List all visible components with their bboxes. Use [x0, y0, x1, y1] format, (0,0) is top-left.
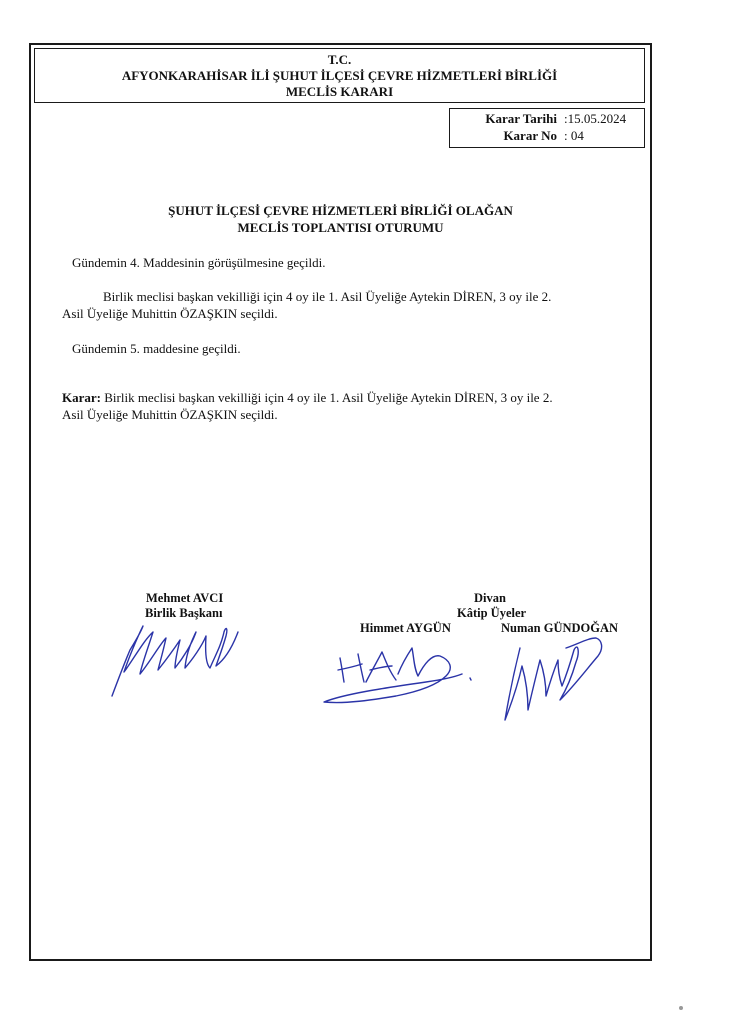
agenda-item-4: Gündemin 4. Maddesinin görüşülmesine geçildi. [72, 255, 326, 270]
decision-text-line1: Birlik meclisi başkan vekilliği için 4 oy ile 1. Asil Üyeliğe Aytekin DİREN, 3 oy ile 2. [104, 390, 553, 405]
decision-number-label: Karar No [503, 128, 557, 143]
divan-label: Divan [474, 591, 506, 605]
decision-date-value: :15.05.2024 [564, 111, 627, 126]
clerk1-signature [324, 648, 471, 703]
header-document-type: MECLİS KARARI [285, 84, 394, 99]
header-tc: T.C. [327, 52, 352, 67]
chair-signature [112, 626, 238, 696]
decision-label: Karar: [62, 390, 101, 405]
chair-title: Birlik Başkanı [145, 606, 223, 620]
decision-date-label: Karar Tarihi [485, 111, 557, 126]
decision-number-value: : 04 [564, 128, 584, 143]
clerk2-signature [505, 638, 602, 720]
election-paragraph-line2: Asil Üyeliğe Muhittin ÖZAŞKIN seçildi. [62, 306, 278, 321]
clerk2-name: Numan GÜNDOĞAN [501, 621, 619, 635]
election-paragraph-line1: Birlik meclisi başkan vekilliği için 4 oy ile 1. Asil Üyeliğe Aytekin DİREN, 3 oy ile 2. [103, 289, 552, 304]
decision-paragraph-line2: Asil Üyeliğe Muhittin ÖZAŞKIN seçildi. [62, 407, 278, 422]
chair-name: Mehmet AVCI [146, 591, 224, 605]
meeting-title-line2: MECLİS TOPLANTISI OTURUMU [237, 220, 444, 235]
clerk1-name: Himmet AYGÜN [360, 621, 451, 635]
agenda-item-5: Gündemin 5. maddesine geçildi. [72, 341, 241, 356]
clerks-label: Kâtip Üyeler [457, 606, 527, 620]
header-institution: AFYONKARAHİSAR İLİ ŞUHUT İLÇESİ ÇEVRE HİZMETLERİ BİRLİĞİ [121, 68, 558, 83]
scan-speck [679, 1006, 683, 1010]
meeting-title-line1: ŞUHUT İLÇESİ ÇEVRE HİZMETLERİ BİRLİĞİ OLAĞAN [168, 203, 513, 218]
